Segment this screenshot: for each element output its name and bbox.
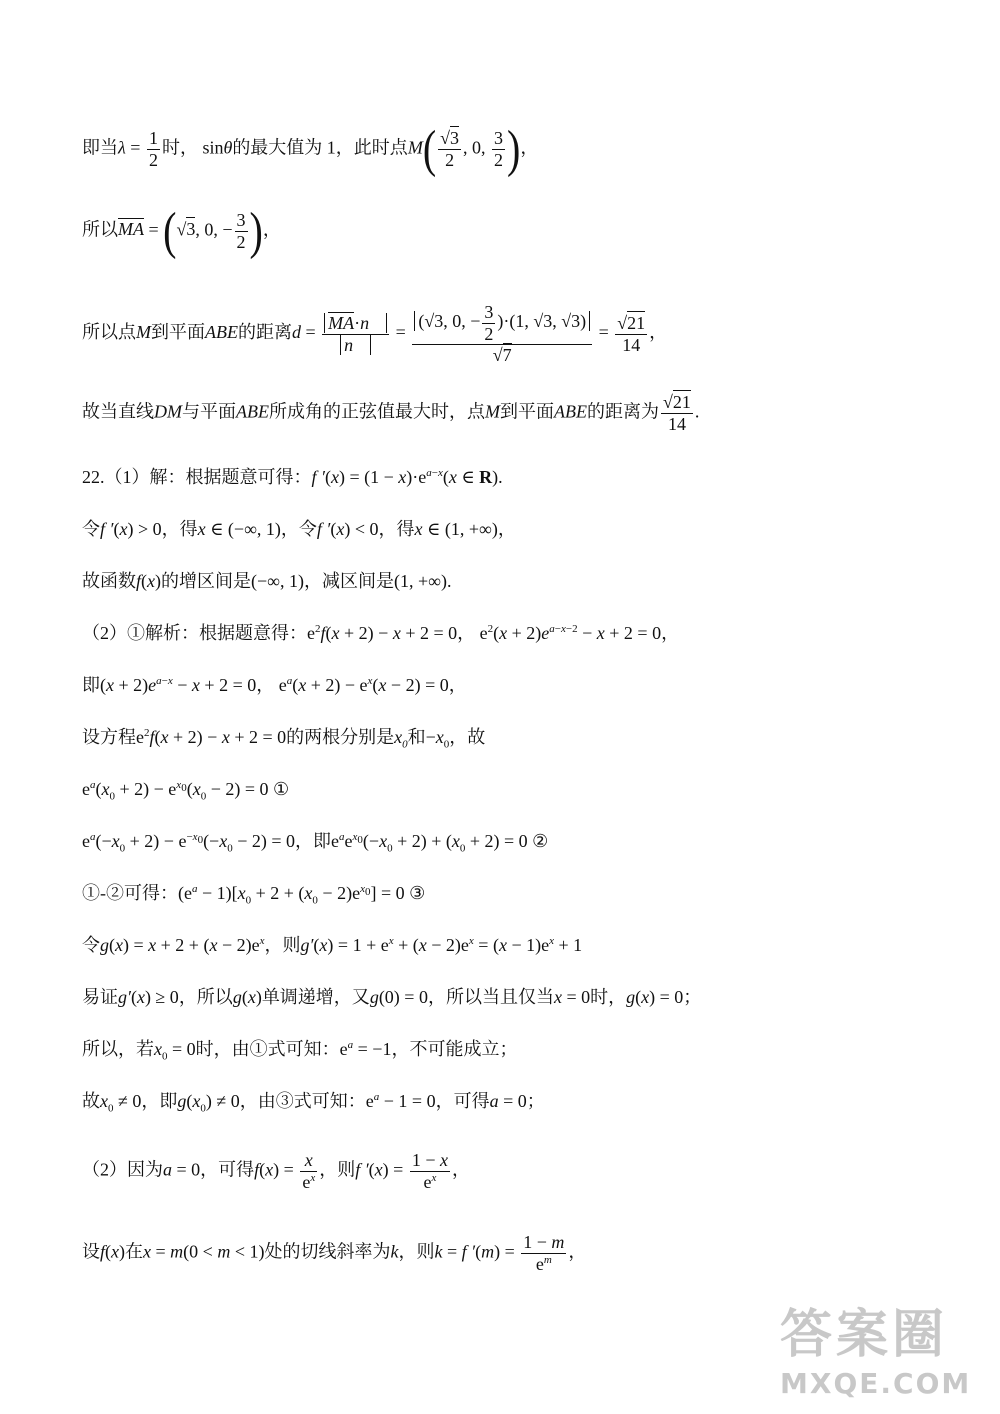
- math: f ′(x) =: [355, 1159, 408, 1180]
- line-5: [82, 468, 503, 486]
- line-4: 故当直线DM与平面ABE所成角的正弦值最大时，点M到平面ABE的距离为 $\frac{√21}{14}$ .: [82, 392, 700, 434]
- math: ABE: [554, 401, 587, 422]
- math: a = 0: [163, 1159, 201, 1180]
- math: $e^a(-x_0 + 2) - e^{-x_0}(-x_0 - 2) = 0$: [82, 831, 296, 855]
- text: 与平面: [182, 401, 236, 422]
- line-2: 所以MA = (√3, 0, − $\frac{3}{2}$ )，: [82, 201, 281, 260]
- math: f(x) =: [254, 1159, 299, 1180]
- text: ，由③式可知：: [239, 1091, 366, 1111]
- text: 处的切线斜率为: [264, 1241, 391, 1262]
- math: $e^ae^{x_0}(-x_0 + 2) + (x_0 + 2) = 0$ ②: [331, 831, 549, 855]
- math: $e^a = -1$: [339, 1039, 392, 1059]
- text: 所成角的正弦值最大时，点: [269, 401, 485, 422]
- math: k = f ′(m) =: [434, 1241, 520, 1262]
- text: 故当直线: [82, 401, 154, 422]
- line-3: 所以点M到平面ABE的距离d = $\frac{MA\cdot n⃗}{n⃗}$ = (√3, 0, − $\frac{3}{2}$ )·(1, √3, √3) √7 = $\frac{√21}{14}$ ，: [82, 302, 668, 366]
- math: $x_0 = 0$: [154, 1039, 196, 1063]
- math: f ′(x) < 0: [316, 519, 379, 539]
- math: f(x): [100, 1241, 126, 1262]
- math: g(x) = 0: [626, 987, 684, 1007]
- text: 在: [125, 1241, 144, 1262]
- line-13: [82, 884, 425, 907]
- math: g(x): [232, 987, 262, 1007]
- math: f ′(x) > 0: [100, 519, 162, 539]
- line-7: 故函数f(x)的增区间是(−∞, 1)，减区间是(1, +∞).: [82, 571, 452, 591]
- line-17: 故$x_0 \ne 0$，即$g(x_0) \ne 0$，由③式可知：$e^a - 1 = 0$，可得a = 0；: [82, 1091, 545, 1115]
- fraction: $\frac{√3}{2}$: [440, 128, 460, 170]
- math: $x_0 \ne 0$: [100, 1091, 142, 1115]
- text: ，可得: [200, 1159, 255, 1180]
- text: 的距离为: [587, 401, 659, 422]
- line-18: （2）因为a = 0，可得f(x) = $\frac{x}{e^x}$ ，则f ′(x) = $\frac{1 - x}{e^x}$ ，: [82, 1150, 470, 1192]
- line-12: [82, 832, 548, 855]
- text: 和: [407, 727, 426, 747]
- text: 单调递增，又: [261, 987, 370, 1007]
- math: ABE: [236, 401, 269, 422]
- fraction: $\frac{√21}{14}$: [617, 312, 646, 355]
- text: ，减区间是: [304, 571, 394, 591]
- text: 的最大值为 1，此时点: [232, 137, 408, 158]
- fraction: $\frac{1 - x}{e^x}$: [411, 1150, 448, 1192]
- math: $g'(x) = 1 + e^x + (x - 2)e^x = (x - 1)e^x + 1$: [300, 935, 583, 955]
- math: $e^a(x + 2) - e^x(x - 2) = 0$: [278, 675, 449, 695]
- line-8: （2）①解析：根据题意得：$e^2f(x + 2) - x + 2 = 0$， $e^2(x + 2)e^{a-x-2} - x + 2 = 0$，: [82, 623, 680, 643]
- text: ，即: [295, 831, 332, 851]
- math: ABE: [205, 322, 238, 343]
- text: ，所以当且仅当: [427, 987, 554, 1007]
- math: MA: [118, 219, 144, 240]
- text: 故函数: [82, 571, 136, 591]
- math: $x_0$: [394, 727, 408, 751]
- watermark-logo: [780, 1292, 980, 1402]
- text: 的两根分别是: [286, 727, 395, 747]
- line-6: 令f ′(x) > 0，得x ∈ (−∞, 1)，令f ′(x) < 0，得x ∈ (1, +∞)，: [82, 519, 516, 539]
- math: (−∞, 1): [251, 571, 304, 591]
- fraction: $\frac{3}{2}$: [494, 128, 504, 170]
- math: x ∈ (−∞, 1): [197, 519, 281, 539]
- math: $e^a(x_0 + 2) - e^{x_0}(x_0 - 2) = 0$ ①: [82, 779, 290, 803]
- line-11: [82, 780, 289, 803]
- text: ，则: [319, 1159, 356, 1180]
- math: d: [292, 322, 301, 343]
- text: ，即: [141, 1091, 178, 1111]
- line-19: 设f(x)在x = m(0 < m < 1)处的切线斜率为k，则k = f ′(m) = $\frac{1 - m}{e^m}$ ，: [82, 1232, 587, 1274]
- fraction: (√3, 0, − $\frac{3}{2}$ )·(1, √3, √3) √7: [412, 302, 592, 366]
- math: g′(x) ≥ 0: [118, 987, 179, 1007]
- line-15: 易证g′(x) ≥ 0，所以g(x)单调递增，又g(0) = 0，所以当且仅当x = 0时，g(x) = 0；: [82, 987, 702, 1007]
- fraction: $\frac{MA\cdot n⃗}{n⃗}$: [322, 313, 389, 355]
- math: M: [136, 322, 151, 343]
- text: ，不可能成立；: [391, 1039, 518, 1059]
- text: 设: [82, 1241, 100, 1262]
- math: $g(x) = x + 2 + (x - 2)e^x$: [100, 935, 265, 955]
- text: 时，: [161, 137, 198, 158]
- math: $e^2(x + 2)e^{a-x-2} - x + 2 = 0$: [479, 623, 662, 643]
- math: $e^2f(x + 2) - x + 2 = 0$: [136, 727, 287, 747]
- fraction: $\frac{√21}{14}$: [663, 392, 691, 434]
- text: ，令: [280, 519, 317, 539]
- text: 的距离: [238, 322, 292, 343]
- math: M: [407, 137, 423, 158]
- math: $e^2f(x + 2) - x + 2 = 0$: [307, 623, 458, 643]
- fraction: $\frac{1 - m}{e^m}$: [523, 1232, 565, 1274]
- fraction: $\frac{3}{2}$: [236, 210, 246, 252]
- text: 到平面: [151, 322, 205, 343]
- text: 所以: [82, 219, 118, 240]
- text: ，可得: [435, 1091, 490, 1111]
- math: $(x + 2)e^{a-x} - x + 2 = 0$: [100, 675, 257, 695]
- math: M: [485, 401, 500, 422]
- text: 令: [82, 519, 100, 539]
- text: 时，由①式可知：: [195, 1039, 340, 1059]
- watermark-title: 答案圈: [780, 1305, 949, 1365]
- math: DM: [154, 401, 182, 422]
- text: 设方程: [82, 727, 136, 747]
- line-14: [82, 936, 582, 954]
- text: ，则: [398, 1241, 435, 1262]
- math: $e^a - 1 = 0$: [365, 1091, 436, 1111]
- math: (1, +∞): [394, 571, 447, 591]
- fraction: $\frac{x}{e^x}$: [302, 1150, 316, 1192]
- text: 到平面: [500, 401, 554, 422]
- math: x = m(0 < m < 1): [143, 1241, 265, 1262]
- math: a = 0: [489, 1091, 527, 1111]
- math: $(e^a - 1)[x_0 + 2 + (x_0 - 2)e^{x_0}] = 0$ ③: [178, 883, 426, 907]
- line-10: [82, 728, 485, 751]
- math: x = 0: [553, 987, 591, 1007]
- math: g(0) = 0: [369, 987, 428, 1007]
- text: 所以点: [82, 322, 136, 343]
- math: λ: [118, 137, 126, 158]
- text: 即: [82, 675, 100, 695]
- math: sinθ: [197, 137, 233, 158]
- text: 易证: [82, 987, 118, 1007]
- line-16: [82, 1040, 517, 1063]
- math: f $'(x) = (1 - x)\cdot e^{a-x}(x$ ∈ R).: [311, 467, 503, 487]
- math: f(x): [136, 571, 162, 591]
- watermark-url: MXQE.COM: [780, 1367, 972, 1400]
- text: （2）①解析：根据题意得：: [82, 623, 307, 643]
- text: 即当: [82, 137, 118, 158]
- text: ，故: [449, 727, 486, 747]
- text: （2）因为: [82, 1159, 163, 1180]
- line-1: 即当λ = $\frac{1}{2}$ 时， sinθ的最大值为 1，此时点M( $\frac{√3}{2}$ , 0, $\frac{3}{2}$ )，: [82, 119, 539, 178]
- fraction: $\frac{1}{2}$: [148, 128, 158, 170]
- text: ①-②可得：: [82, 883, 178, 903]
- math: $g(x_0) \ne 0$: [177, 1091, 240, 1115]
- text: 令: [82, 935, 100, 955]
- text: 22.（1）解：根据题意可得：: [82, 467, 312, 487]
- text: 故: [82, 1091, 100, 1111]
- text: 所以，若: [82, 1039, 154, 1059]
- text: ，得: [161, 519, 198, 539]
- math: $-x_0$: [425, 727, 450, 751]
- text: 的增区间是: [161, 571, 252, 591]
- text: ，得: [378, 519, 415, 539]
- math: k: [390, 1241, 399, 1262]
- text: ，所以: [178, 987, 233, 1007]
- text: 时，: [590, 987, 627, 1007]
- line-9: 即$(x + 2)e^{a-x} - x + 2 = 0$， $e^a(x + 2) - e^x(x - 2) = 0$，: [82, 675, 467, 695]
- text: ，则: [264, 935, 301, 955]
- math: x ∈ (1, +∞): [414, 519, 498, 539]
